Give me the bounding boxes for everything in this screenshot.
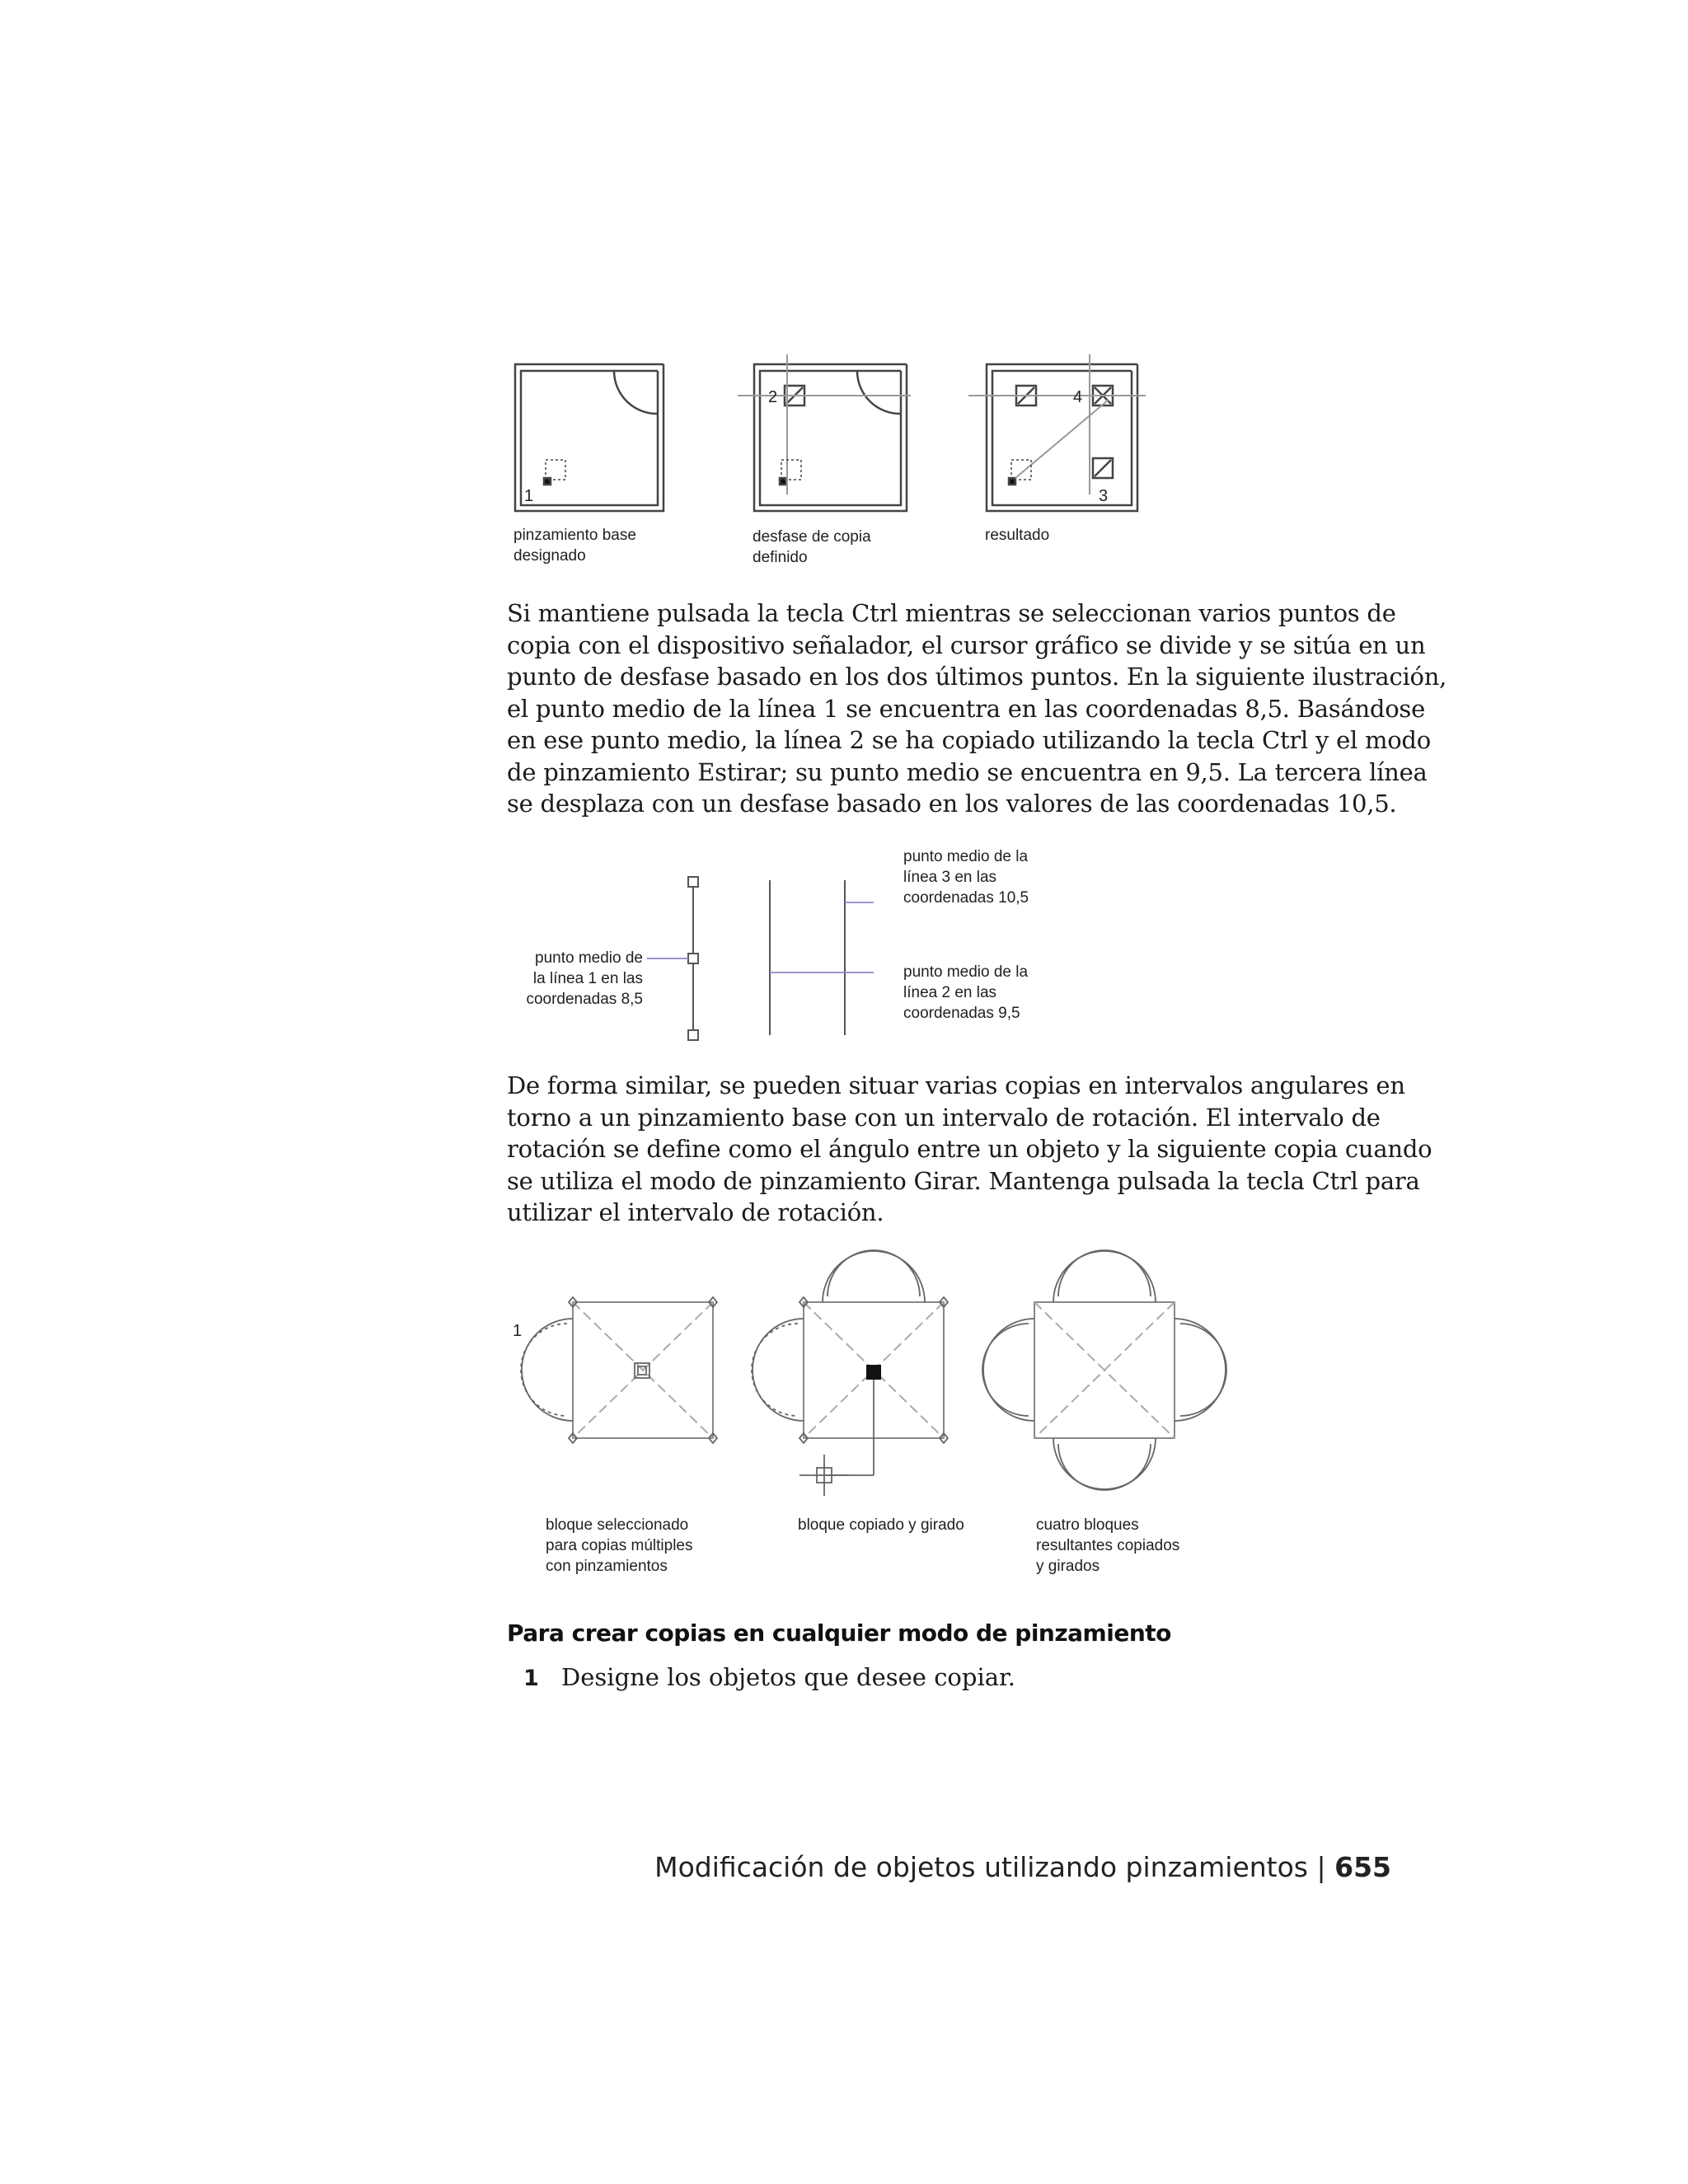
section-heading: Para crear copias en cualquier modo de pinzamiento (507, 1619, 1171, 1647)
paragraph2-line: torno a un pinzamiento base con un intervalo de rotación. El intervalo de (507, 1103, 1381, 1132)
paragraph2-line: De forma similar, se pueden situar varias copias en intervalos angulares en (507, 1071, 1405, 1099)
figure3-caption-selected: bloque seleccionado para copias múltiples con pinzamientos (546, 1516, 693, 1575)
figure1-label-3: 3 (1099, 487, 1109, 505)
footer-separator: | (1316, 1851, 1326, 1883)
paragraph2-line: rotación se define como el ángulo entre un objeto y la siguiente copia cuando (507, 1135, 1432, 1163)
paragraph1-line: de pinzamiento Estirar; su punto medio se encuentra en 9,5. La tercera línea (507, 757, 1428, 786)
paragraph1-line: copia con el dispositivo señalador, el cursor gráfico se divide y se sitúa en un (507, 630, 1426, 659)
step-text: Designe los objetos que desee copiar. (561, 1663, 1015, 1691)
paragraph2-line: utilizar el intervalo de rotación. (507, 1198, 884, 1226)
figure3-caption-copied: bloque copiado y girado (798, 1516, 964, 1534)
label-line3-midpoint: punto medio de la línea 3 en las coordenadas 10,5 (903, 848, 1029, 907)
paragraph2-line: se utiliza el modo de pinzamiento Girar. Mantenga pulsada la tecla Ctrl para (507, 1166, 1420, 1195)
figure3-caption-four-blocks: cuatro bloques resultantes copiados y girados (1036, 1516, 1180, 1575)
page-footer (654, 1851, 1391, 1883)
figure1-caption-offset: desfase de copia definido (753, 528, 871, 566)
step-1 (523, 1663, 1015, 1691)
paragraph1-line: el punto medio de la línea 1 se encuentra en las coordenadas 8,5. Basándose (507, 694, 1425, 723)
figure1-label-1: 1 (524, 487, 534, 505)
label-line1-midpoint: punto medio de la línea 1 en las coordenadas 8,5 (526, 949, 643, 1008)
figure1-label-4: 4 (1073, 388, 1083, 406)
footer-title: Modificación de objetos utilizando pinzamientos (654, 1851, 1308, 1883)
figure3-label-1: 1 (513, 1322, 523, 1340)
step-number: 1 (523, 1666, 539, 1691)
figure1-caption-base-grip: pinzamiento base designado (513, 527, 636, 565)
label-line2-midpoint: punto medio de la línea 2 en las coordenadas 9,5 (903, 963, 1029, 1022)
paragraph1-line: Si mantiene pulsada la tecla Ctrl mientras se seleccionan varios puntos de (507, 599, 1396, 627)
paragraph-rotation-interval (507, 1070, 1432, 1229)
paragraph1-line: punto de desfase basado en los dos últimos puntos. En la siguiente ilustración, (507, 663, 1447, 691)
paragraph-ctrl-copy (507, 598, 1447, 820)
figure-grip-copy-offset-drawing (503, 354, 1162, 519)
paragraph1-line: se desplaza con un desfase basado en los valores de las coordenadas 10,5. (507, 790, 1397, 818)
figure-rotated-copies-drawing (503, 1244, 1245, 1516)
figure-rotated-copies (503, 1244, 1245, 1516)
figure-grip-copy-offset (503, 354, 1162, 519)
page-number: 655 (1334, 1851, 1391, 1883)
figure1-caption-result: resultado (985, 527, 1050, 544)
paragraph1-line: en ese punto medio, la línea 2 se ha copiado utilizando la tecla Ctrl y el modo (507, 726, 1431, 754)
figure1-label-2: 2 (768, 388, 778, 406)
